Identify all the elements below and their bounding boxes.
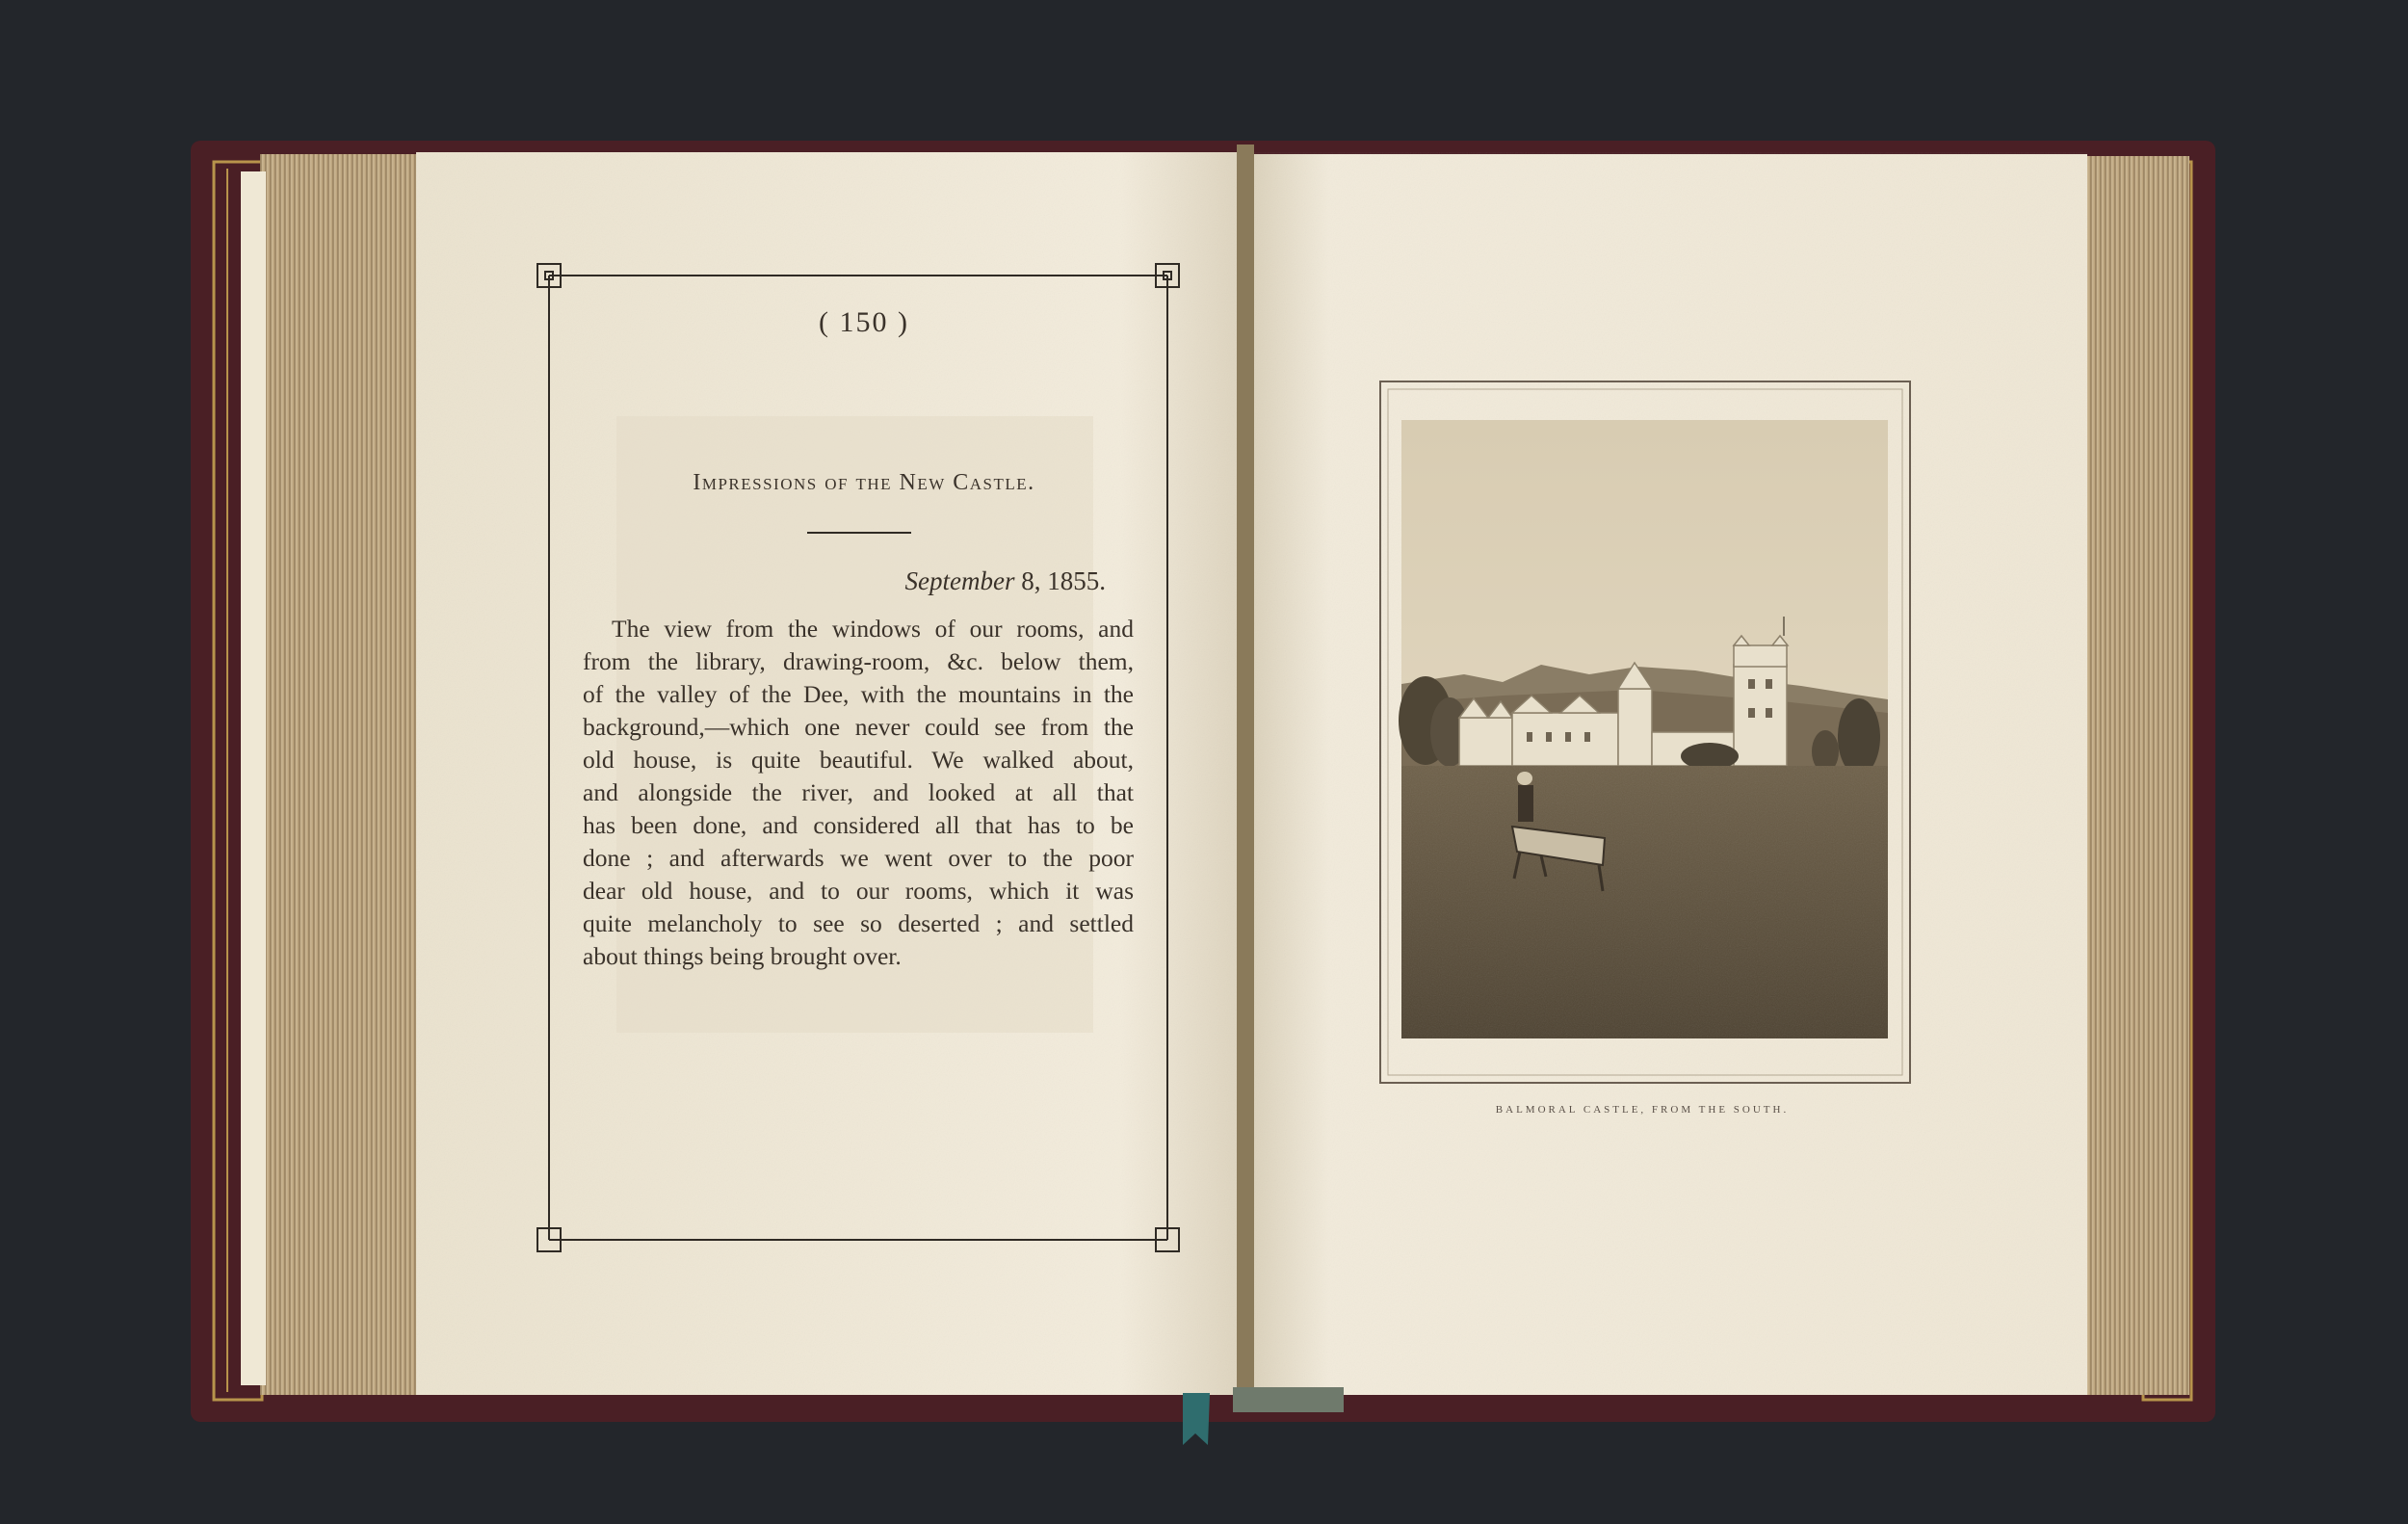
paragraph-line: old house, is quite beautiful. We walked about, [583,746,1134,774]
spine-gutter [1237,145,1254,1406]
chapter-heading: Impressions of the New Castle. [693,470,1035,495]
page-number: ( 150 ) [819,306,909,338]
paragraph-line: quite melancholy to see so deserted ; and settled [583,909,1134,937]
paragraph-line: background,—which one never could see from the [583,713,1134,741]
photo-caption: BALMORAL CASTLE, FROM THE SOUTH. [1495,1104,1790,1116]
paragraph-line: done ; and afterwards we went over to the poor [583,844,1134,872]
paragraph-line: of the valley of the Dee, with the mountains in the [583,680,1134,708]
diary-paragraph [583,613,1134,973]
paragraph-line: from the library, drawing-room, &c. below them, [583,647,1134,675]
paragraph-line: and alongside the river, and looked at all that [583,778,1134,806]
paragraph-line: about things being brought over. [583,942,902,970]
entry-date [819,566,1106,596]
paragraph-line: The view from the windows of our rooms, and [612,615,1134,643]
right-page-stack [2085,156,2189,1395]
paragraph-line: dear old house, and to our rooms, which it was [583,877,1134,905]
entry-date-month: September [904,566,1015,595]
entry-date-rest: 8, 1855. [1014,566,1106,595]
photograph [1399,420,1888,1038]
left-page-stack [260,154,422,1395]
ribbon-bookmark [1183,1393,1210,1445]
paragraph-line: has been done, and considered all that has to be [583,811,1134,839]
